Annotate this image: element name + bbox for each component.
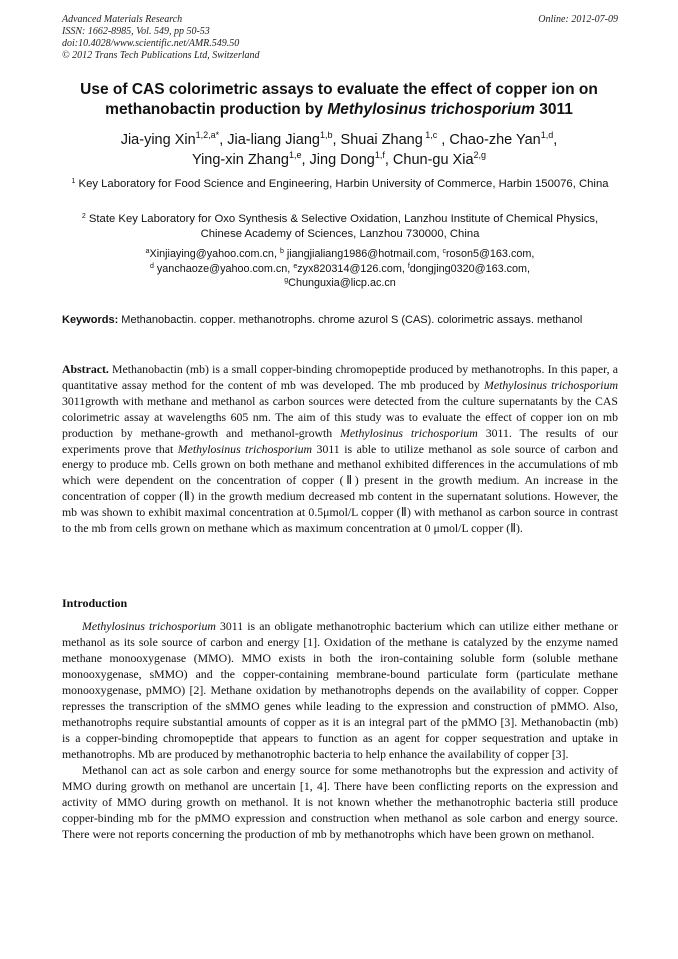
section-heading-introduction: Introduction: [62, 596, 128, 610]
author-affiliation-marker: 1,c: [422, 130, 438, 140]
author-name: Ying-xin Zhang: [191, 152, 289, 168]
title-part1: Use of CAS colorimetric assays to evaluate the effect of copper ion on methanobactin production by: [80, 81, 598, 118]
author-affiliation-marker: 1,d: [540, 130, 554, 140]
affiliation-text: Key Laboratory for Food Science and Engineering, Harbin University of Commerce, Harbin 150076, China: [75, 178, 609, 190]
keywords-text: Methanobactin. copper. methanotrophs. chrome azurol S (CAS). colorimetric assays. methanol: [118, 314, 583, 326]
online-date: Online: 2012-07-09: [538, 14, 618, 25]
author-name: Shuai Zhang: [340, 132, 423, 148]
author-emails: [62, 247, 618, 291]
email-marker: f: [407, 262, 410, 270]
author-separator: ,: [301, 152, 310, 168]
email-address: roson5@163.com,: [445, 248, 535, 260]
abstract-text: 3011. The results of our experiments prove that: [62, 425, 618, 456]
affiliation-2: [62, 212, 618, 241]
species-name: Methylosinus trichosporium: [484, 377, 619, 392]
intro-paragraph-2: Methanol can act as sole carbon and energy source for some methanotrophs but the expression and activity of MMO during growth on methanol are uncertain [1, 4]. There have been conflicting reports on the expression and activity of MMO during growth on methanol. It is not known whether the methanotrophic bacteria still produce copper-binding mb for the pMMO expression and construction when methanol as sole carbon and energy source. There were not reports concerning the production of mb by methanotrophs which have been grown on methanol.: [62, 763, 618, 841]
abstract-text: 3011growth with methane and methanol as carbon sources were detected from the culture supernatants by the CAS colorimetric assay at wavelengths 605 nm. The aim of this study was to evaluate the effect of copper ion on mb production by methane-growth and methanol-growth: [62, 393, 618, 440]
affiliation-text: State Key Laboratory for Oxo Synthesis & Selective Oxidation, Lanzhou Institute of Chemical Physics, Chinese Academy of Sciences, Lanzhou 730000, China: [85, 213, 599, 240]
introduction-body: [62, 618, 618, 842]
title-part2: 3011: [534, 101, 573, 118]
email-marker: g: [284, 277, 289, 284]
abstract-text: 3011 is able to utilize methanol as sole source of carbon and energy to produce mb. Cells grown on both methane and methanol exhibited differences in the accumulations of mb which were dependent on the concentration of copper (Ⅱ) present in the growth medium. An increase in the concentration of copper (Ⅱ) in the growth medium decreased mb content in the supernatant solutions. However, the mb was shown to exhibit maximal concentration at 0.5μmol/L copper (Ⅱ) with methanol as carbon source in contrast to the mb from cells grown on methane which as maximum concentration at 0 μmol/L copper (Ⅱ).: [62, 441, 618, 536]
author-name: Jia-ying Xin: [120, 132, 196, 148]
email-address: yanchaoze@yahoo.com.cn,: [153, 262, 294, 275]
author-affiliation-marker: 1,f: [374, 150, 385, 160]
author-name: Chao-zhe Yan: [449, 132, 541, 148]
journal-doi: doi:10.4028/www.scientific.net/AMR.549.50: [62, 38, 240, 49]
email-marker: c: [442, 248, 446, 255]
affiliation-number: 1: [71, 178, 76, 185]
journal-header: [62, 14, 618, 62]
author-affiliation-marker: 1,b: [319, 130, 333, 140]
author-name: Chun-gu Xia: [392, 152, 474, 168]
email-marker: d: [150, 262, 154, 270]
species-name: Methylosinus trichosporium: [340, 425, 478, 440]
email-address: Chunguxia@licp.ac.cn: [288, 277, 396, 289]
email-marker: b: [279, 248, 284, 255]
journal-name: Advanced Materials Research: [62, 14, 183, 25]
species-name: Methylosinus trichosporium: [177, 441, 313, 456]
email-marker: a: [145, 248, 150, 255]
author-name: Jia-liang Jiang: [227, 132, 320, 148]
affiliation-1: [62, 177, 618, 192]
author-name: Jing Dong: [309, 152, 375, 168]
keywords: [62, 313, 618, 327]
paragraph-text: 3011 is an obligate methanotrophic bacterium which can utilize either methane or methanol as its sole source of carbon and energy [1]. Oxidation of the methane is catalyzed by the enzyme named methane monooxygenase (MMO). MMO exists in both the iron-containing soluble form (soluble methane monooxygenase, sMMO) and the copper-containing membrane-bound particulate form (particulate methane monooxygenase, pMMO) [2]. Methane oxidation by methanotrophs depends on the availability of copper. Copper represses the transcription of the sMMO genes while leading to the expression and construction of pMMO. Also, methanotrophs require substantial amounts of copper as it is an integral part of the pMMO [3]. Methanobactin (mb) is a copper-binding chromopeptide that appears to function as an agent for copper sequestration and uptake in methanotrophs. Mb are produced by methanotrophic bacteria to help enhance the availability of copper [3].: [62, 619, 618, 761]
email-marker: e: [293, 262, 298, 270]
email-address: dongjing0320@163.com,: [409, 262, 530, 275]
author-separator: ,: [384, 152, 393, 168]
author-affiliation-marker: 1,2,a*: [195, 130, 220, 140]
species-name: Methylosinus trichosporium: [82, 619, 216, 633]
intro-paragraph-1: [62, 618, 618, 762]
email-address: Xinjiaying@yahoo.com.cn,: [149, 248, 280, 260]
author-separator: ,: [219, 132, 228, 148]
author-separator: ,: [332, 132, 341, 148]
author-separator: ,: [553, 132, 558, 148]
journal-copyright: © 2012 Trans Tech Publications Ltd, Switzerland: [62, 50, 260, 61]
author-list: [40, 130, 638, 170]
author-affiliation-marker: 1,e: [288, 150, 302, 160]
email-address: jiangjialiang1986@hotmail.com,: [283, 248, 443, 260]
paper-title: [40, 80, 638, 120]
abstract: [62, 362, 618, 537]
author-affiliation-marker: 2,g: [473, 150, 487, 160]
journal-issn: ISSN: 1662-8985, Vol. 549, pp 50-53: [62, 26, 210, 37]
abstract-text: Methanobactin (mb) is a small copper-binding chromopeptide produced by methanotrophs. In this paper, a quantitative assay method for the content of mb was developed. The mb produced by: [62, 362, 618, 392]
keywords-label: Keywords:: [62, 314, 119, 326]
author-separator: ,: [437, 132, 450, 148]
email-address: zyx820314@126.com,: [297, 262, 408, 275]
affiliation-number: 2: [81, 213, 86, 220]
abstract-label: Abstract.: [62, 362, 109, 376]
title-species: Methylosinus trichosporium: [327, 101, 535, 118]
